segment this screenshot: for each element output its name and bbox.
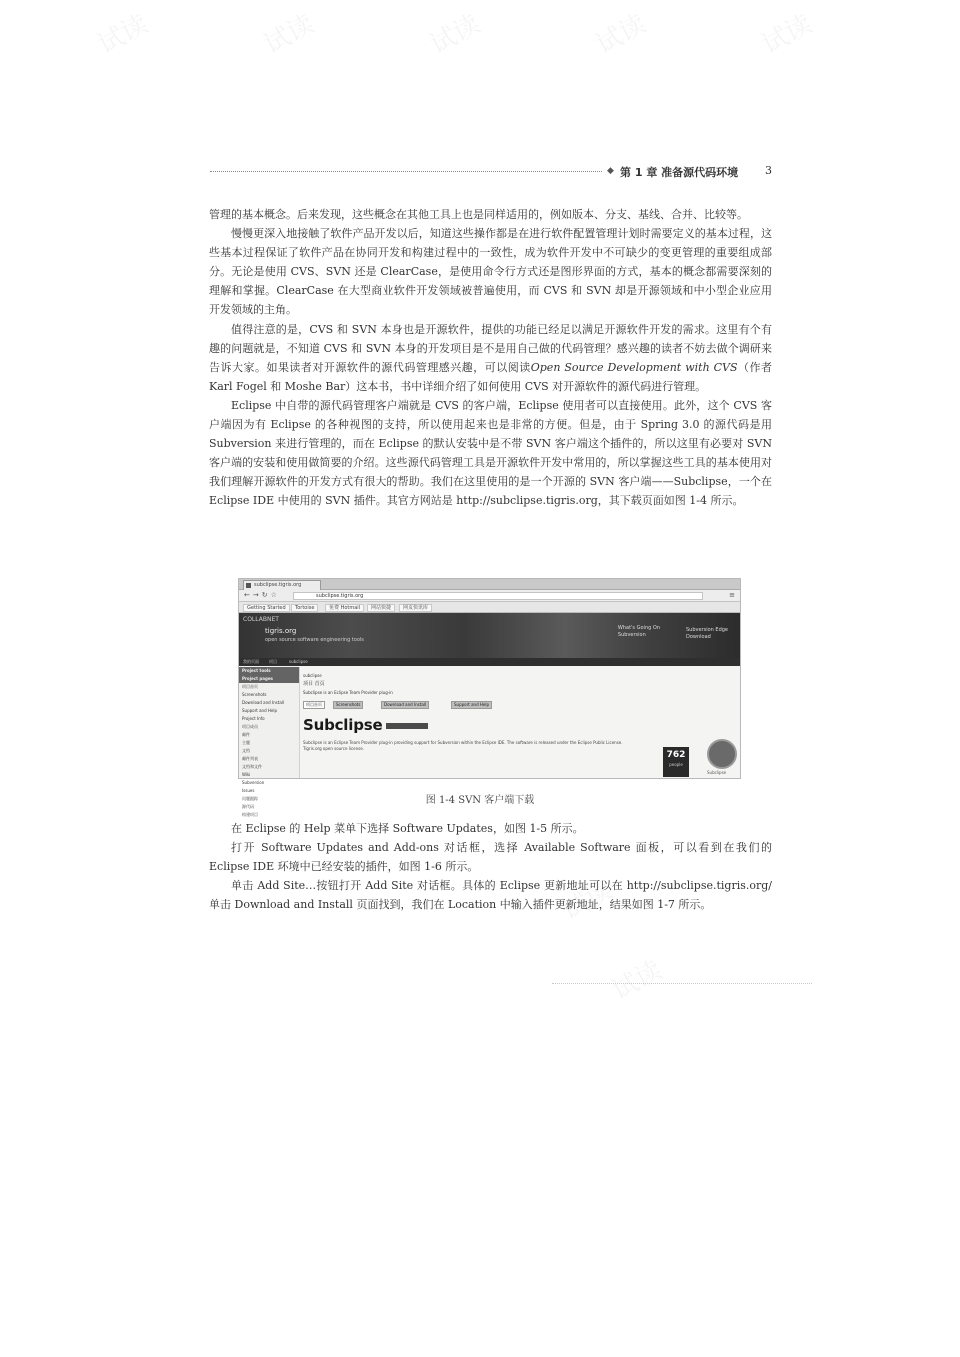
paragraph: 单击 Add Site…按钮打开 Add Site 对话框。具体的 Eclipse 更新地址可以在 http://subclipse.tigris.org/单击 Download and Install 页面找到，我们在 Location 中输入插件更新地址，结果如图 1-7 所示。 (209, 879, 772, 912)
watermark (422, 4, 485, 61)
site-banner (239, 613, 740, 658)
chapter-title: 第 1 章 准备源代码环境 (620, 166, 739, 179)
site-toolbar (239, 658, 740, 666)
site-tagline: open source software engineering tools (265, 637, 364, 643)
favicon-icon (246, 583, 251, 588)
menu-icon: ≡ (729, 591, 735, 599)
subclipse-logo-icon (707, 739, 737, 769)
bookmark: Tortoise (291, 604, 318, 612)
project-heading: 项目 首页 (303, 681, 325, 687)
book-title: Open Source Development with CVS (530, 360, 738, 374)
badge-label: people (669, 762, 683, 767)
sidebar-item: 项目成员 (242, 724, 258, 729)
body-text (209, 205, 772, 511)
header-rule (210, 171, 602, 172)
watermark (90, 4, 153, 61)
sidebar-item: 项目首页 (242, 684, 258, 689)
watermark (604, 950, 667, 1007)
project-summary: Subclipse is an Eclipse Team Provider plug-in providing support for Subversion within the Eclipse IDE. The software is released under the Eclipse Public License. Tigris.org open source license. (303, 740, 623, 751)
sidebar-item: 文档 (242, 748, 250, 753)
watermark (588, 4, 651, 61)
banner-link: What's Going On (617, 625, 660, 631)
sidebar-item: Subversion (242, 780, 265, 785)
banner-link: Download (685, 634, 711, 640)
banner-links-right (686, 627, 728, 641)
paragraph: 慢慢更深入地接触了软件产品开发以后，知道这些操作都是在进行软件配置管理计划时需要定义的基本过程，这些基本过程保证了软件产品在协同开发和构建过程中的一致性，成为软件开发中不可缺少的变更管理的重要组成部分。无论是使用 CVS、SVN 还是 ClearCase，是使用命令行方式还是图形界面的方式，基本的概念都需要深刻的理解和掌握。ClearCase 在大型商业软件开发领域被普遍使用，而 CVS 和 SVN 却是开源领域和中小型企业应用开发领域的主角。 (209, 227, 772, 317)
body-text-after (209, 819, 772, 914)
sidebar-item: 文档和文件 (242, 764, 262, 769)
project-tab: Download and Install (381, 701, 429, 709)
sidebar-item: 源代码 (242, 804, 254, 809)
banner-link: Subversion (617, 632, 646, 638)
toolbar-link: 项目 (269, 659, 277, 664)
site-sidebar (239, 667, 300, 817)
project-tab: Support and Help (451, 701, 492, 709)
project-tabs (303, 701, 736, 709)
sidebar-item: Project pages (239, 675, 299, 683)
footer-rule (552, 983, 812, 984)
browser-tab-bar (239, 579, 740, 590)
sidebar-item: 主题 (242, 740, 250, 745)
sidebar-item: Download and Install (242, 700, 284, 705)
toolbar-link: subclipse (289, 659, 308, 664)
collabnet-logo: COLLABNET (243, 616, 279, 623)
paragraph: 管理的基本概念。后来发现，这些概念在其他工具上也是同样适用的，例如版本、分支、基线、合并、比较等。 (209, 208, 748, 221)
bookmark: 免费 Hotmail (325, 604, 364, 612)
banner-links (618, 625, 660, 639)
paragraph-text: 值得注意的是，CVS 和 SVN 本身也是开源软件，提供的功能已经足以满足开源软件开发的需求。这里有个有趣的问题就是，不知道 CVS 和 SVN 本身的开发项目是不是用自己做的代码管理？感兴趣的读者不妨去做个调研来告诉大家。如果读者对开源软件的源代码管理感兴趣，可以阅读 (209, 322, 772, 374)
page-number: 3 (765, 164, 772, 177)
project-tab: 项目首页 (303, 701, 325, 709)
project-tab: Screenshots (333, 701, 363, 709)
running-header (210, 163, 772, 181)
watermark (754, 4, 817, 61)
bookmark: 网站快捷 (367, 604, 395, 612)
sidebar-item: Issues (242, 788, 255, 793)
sidebar-item: Screenshots (242, 692, 267, 697)
paragraph (209, 320, 772, 396)
redaction-bar (386, 723, 428, 729)
project-description: Subclipse is an Eclipse Team Provider plug-in (303, 690, 393, 695)
project-title (303, 716, 736, 734)
sidebar-item: 构建项目 (242, 812, 258, 817)
sidebar-item: 邮件列表 (242, 756, 258, 761)
paragraph: 打开 Software Updates and Add-ons 对话框，选择 Available Software 面板，可以看到在我们的 Eclipse IDE 环境中已经安装的插件，如图 1-6 所示。 (209, 841, 772, 874)
sidebar-item: Project tools (239, 667, 299, 675)
paragraph: 在 Eclipse 的 Help 菜单下选择 Software Updates，如图 1-5 所示。 (231, 822, 584, 835)
bookmark: Getting Started (243, 604, 290, 612)
sidebar-item: 问题跟踪 (242, 796, 258, 801)
sidebar-item: Project Info (242, 716, 265, 721)
sidebar-item: Wiki (242, 772, 251, 777)
bookmarks-bar (239, 602, 740, 613)
watermark (256, 4, 319, 61)
diamond-icon: ◆ (607, 166, 614, 176)
paragraph: Eclipse 中自带的源代码管理客户端就是 CVS 的客户端，Eclipse 使用者可以直接使用。此外，这个 CVS 客户端因为有 Eclipse 的各种视图的支持，所以使用起来也是非常的方便。但是，由于 Spring 3.0 的源代码是用 Subversion 来进行管理的，而在 Eclipse 的默认安装中是不带 SVN 客户端这个插件的，所以这里有必要对 SVN 客户端的安装和使用做简要的介绍。这些源代码管理工具是开源软件开发中常用的，所以掌握这些工具的基本使用对我们理解开源软件的开发方式有很大的帮助。我们在这里使用的是一个开源的 SVN 客户端——Subclipse，一个在 Eclipse IDE 中使用的 SVN 插件。其官方网站是 http://subclipse.tigris.org，其下载页面如图 1-4 所示。 (209, 398, 772, 508)
stats-badge (663, 747, 689, 777)
figure-caption: 图 1-4 SVN 客户端下载 (425, 795, 535, 806)
paragraph-text: （作者 Karl Fogel 和 Moshe Bar）这本书，书中详细介绍了如何使用 CVS 对开源软件的源代码进行管理。 (209, 360, 773, 393)
bookmark: 网页快讯库 (399, 604, 432, 612)
address-bar (239, 590, 740, 602)
logo-label: Subclipse (707, 770, 727, 775)
project-title-text: Subclipse (303, 716, 383, 734)
tab-title: subclipse.tigris.org (254, 582, 302, 588)
banner-link: Subversion Edge (685, 627, 728, 633)
project-breadcrumb: subclipse (303, 673, 322, 678)
sidebar-item: 邮件 (242, 732, 250, 737)
sidebar-item: Support and Help (242, 708, 277, 713)
url-field: subclipse.tigris.org (293, 592, 703, 600)
site-name: tigris.org (265, 627, 297, 635)
nav-icons: ←→↻☆ (244, 591, 280, 599)
browser-tab (243, 580, 321, 590)
badge-number: 762 (666, 750, 686, 760)
toolbar-link: 我的页面 (243, 659, 259, 664)
